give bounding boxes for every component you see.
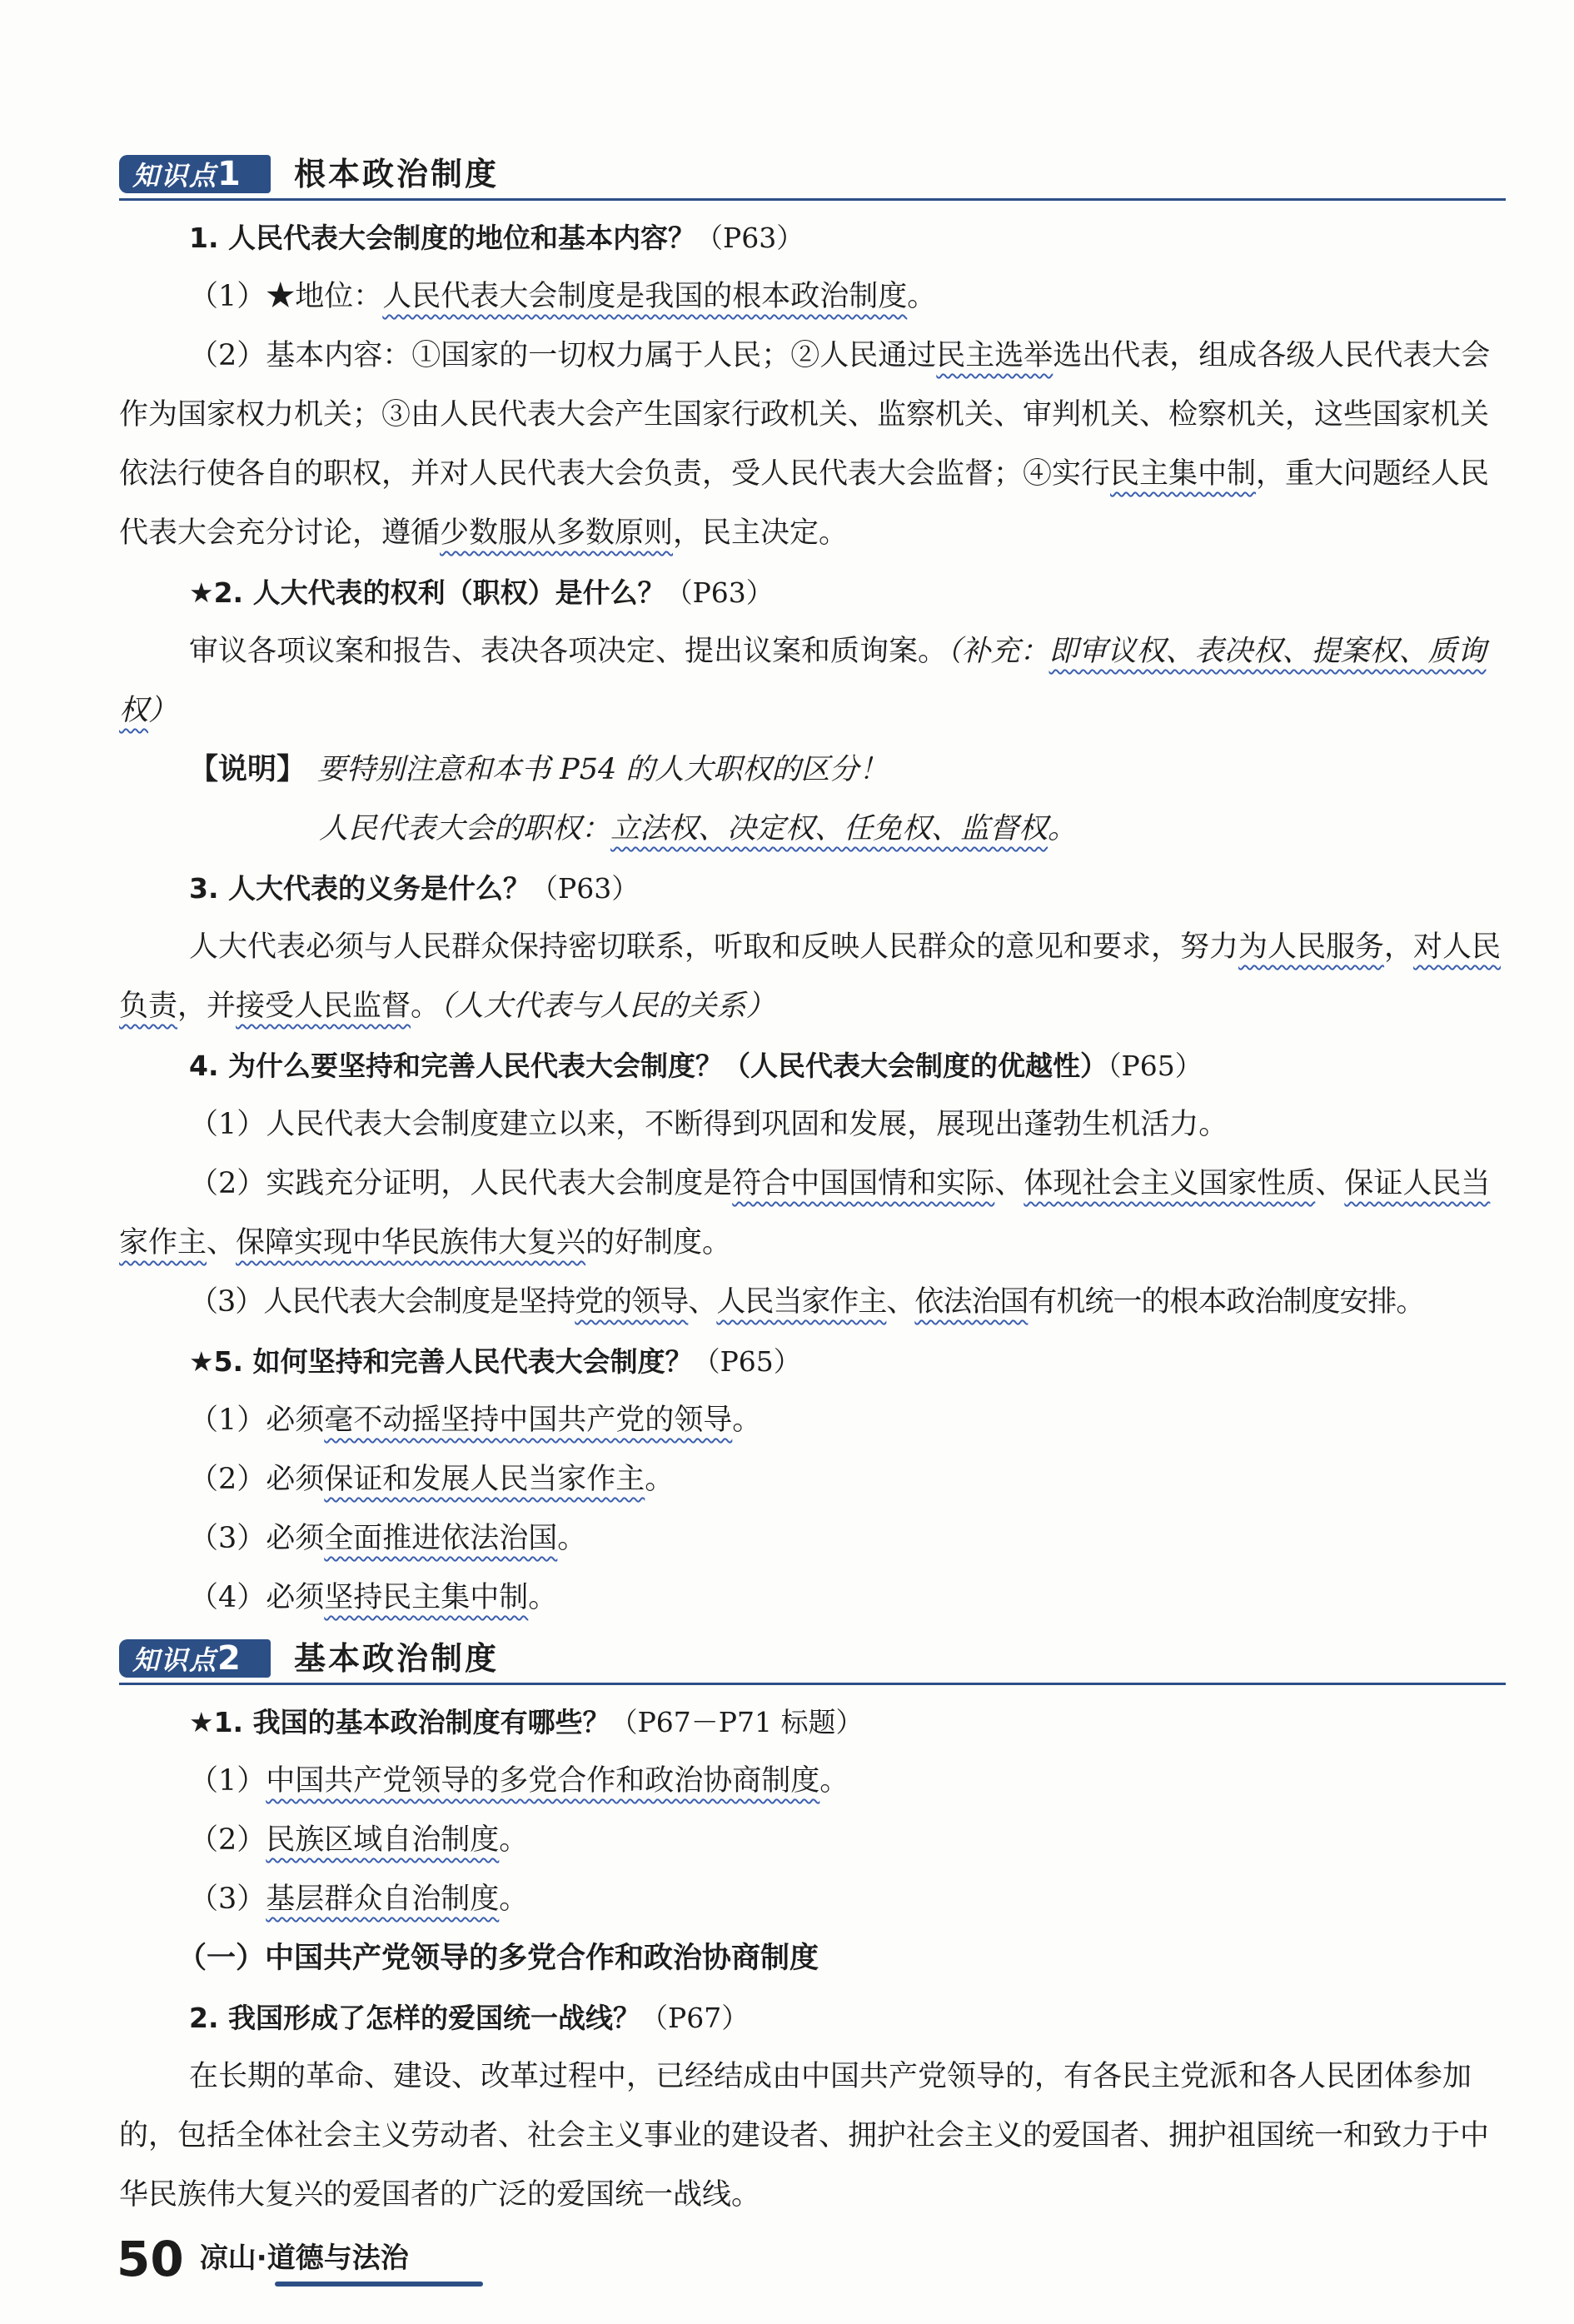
answer-4-1: （1）人民代表大会制度建立以来，不断得到巩固和发展，展现出蓬勃生机活力。: [189, 1108, 1228, 1141]
note-line-2: 人民代表大会的职权：立法权、决定权、任免权、监督权。: [319, 812, 1078, 845]
section-title: 根本政治制度: [294, 156, 500, 192]
section-rule: [119, 1683, 1506, 1685]
answer-1-1: （1）★地位：人民代表大会制度是我国的根本政治制度。: [189, 280, 937, 313]
question-3: 3. 人大代表的义务是什么？（P63）: [189, 872, 640, 905]
section-rule: [119, 198, 1506, 201]
footer-underline: [275, 2282, 483, 2287]
page-content: [119, 148, 1506, 2225]
section-header-2: [119, 1633, 1506, 1684]
section-header-1: [119, 148, 1506, 200]
answer-k1-1: （1）中国共产党领导的多党合作和政治协商制度。: [189, 1764, 849, 1798]
answer-5-3: （3）必须全面推进依法治国。: [189, 1522, 587, 1555]
knowledge-point-tag: 知识点2: [119, 1639, 271, 1678]
answer-k1-3: （3）基层群众自治制度。: [189, 1883, 529, 1916]
note-line-1: 【说明】 要特别注意和本书 P54 的人大职权的区分！: [189, 753, 889, 786]
question-1: 1. 人民代表大会制度的地位和基本内容？（P63）: [189, 222, 804, 254]
answer-4-2: （2）实践充分证明，人民代表大会制度是符合中国国情和实际、体现社会主义国家性质、保证人民当家作主、保障实现中华民族伟大复兴的好制度。: [119, 1167, 1491, 1259]
section-title: 基本政治制度: [294, 1640, 500, 1677]
page-footer: [117, 2230, 409, 2288]
subsection-heading: （一）中国共产党领导的多党合作和政治协商制度: [177, 1942, 819, 1975]
page-number: 50: [117, 2231, 184, 2287]
answer-1-2: （2）基本内容：①国家的一切权力属于人民；②人民通过民主选举选出代表，组成各级人民代表大会作为国家权力机关；③由人民代表大会产生国家行政机关、监察机关、审判机关、检察机关，这些国家机关依法行使各自的职权，并对人民代表大会负责，受人民代表大会监督；④实行民主集中制，重大问题经人民代表大会充分讨论，遵循少数服从多数原则，民主决定。: [119, 339, 1491, 550]
answer-4-3: （3）人民代表大会制度是坚持党的领导、人民当家作主、依法治国有机统一的根本政治制度安排。: [189, 1285, 1425, 1319]
answer-2: 审议各项议案和报告、表决各项决定、提出议案和质询案。（补充：即审议权、表决权、提案权、质询权）: [119, 635, 1487, 727]
answer-5-4: （4）必须坚持民主集中制。: [189, 1581, 558, 1614]
note-label: 【说明】: [189, 753, 306, 786]
book-title: 凉山·道德与法治: [199, 2242, 409, 2275]
answer-k2: 在长期的革命、建设、改革过程中，已经结成由中国共产党领导的，有各民主党派和各人民团体参加的，包括全体社会主义劳动者、社会主义事业的建设者、拥护社会主义的爱国者、拥护祖国统一和致力于中华民族伟大复兴的爱国者的广泛的爱国统一战线。: [119, 2060, 1490, 2212]
question-2: ★2. 人大代表的权利（职权）是什么？（P63）: [189, 576, 774, 609]
answer-3: 人大代表必须与人民群众保持密切联系，听取和反映人民群众的意见和要求，努力为人民服务，对人民负责，并接受人民监督。（人大代表与人民的关系）: [119, 930, 1502, 1023]
question-5: ★5. 如何坚持和完善人民代表大会制度？（P65）: [189, 1345, 801, 1378]
question-k2: 2. 我国形成了怎样的爱国统一战线？（P67）: [189, 2002, 750, 2034]
answer-k1-2: （2）民族区域自治制度。: [189, 1823, 529, 1857]
answer-5-1: （1）必须毫不动摇坚持中国共产党的领导。: [189, 1404, 762, 1437]
question-k1: ★1. 我国的基本政治制度有哪些？（P67－P71 标题）: [189, 1706, 864, 1738]
question-4: 4. 为什么要坚持和完善人民代表大会制度？（人民代表大会制度的优越性）（P65）: [189, 1050, 1203, 1082]
answer-5-2: （2）必须保证和发展人民当家作主。: [189, 1463, 675, 1496]
knowledge-point-tag: 知识点1: [119, 155, 271, 193]
